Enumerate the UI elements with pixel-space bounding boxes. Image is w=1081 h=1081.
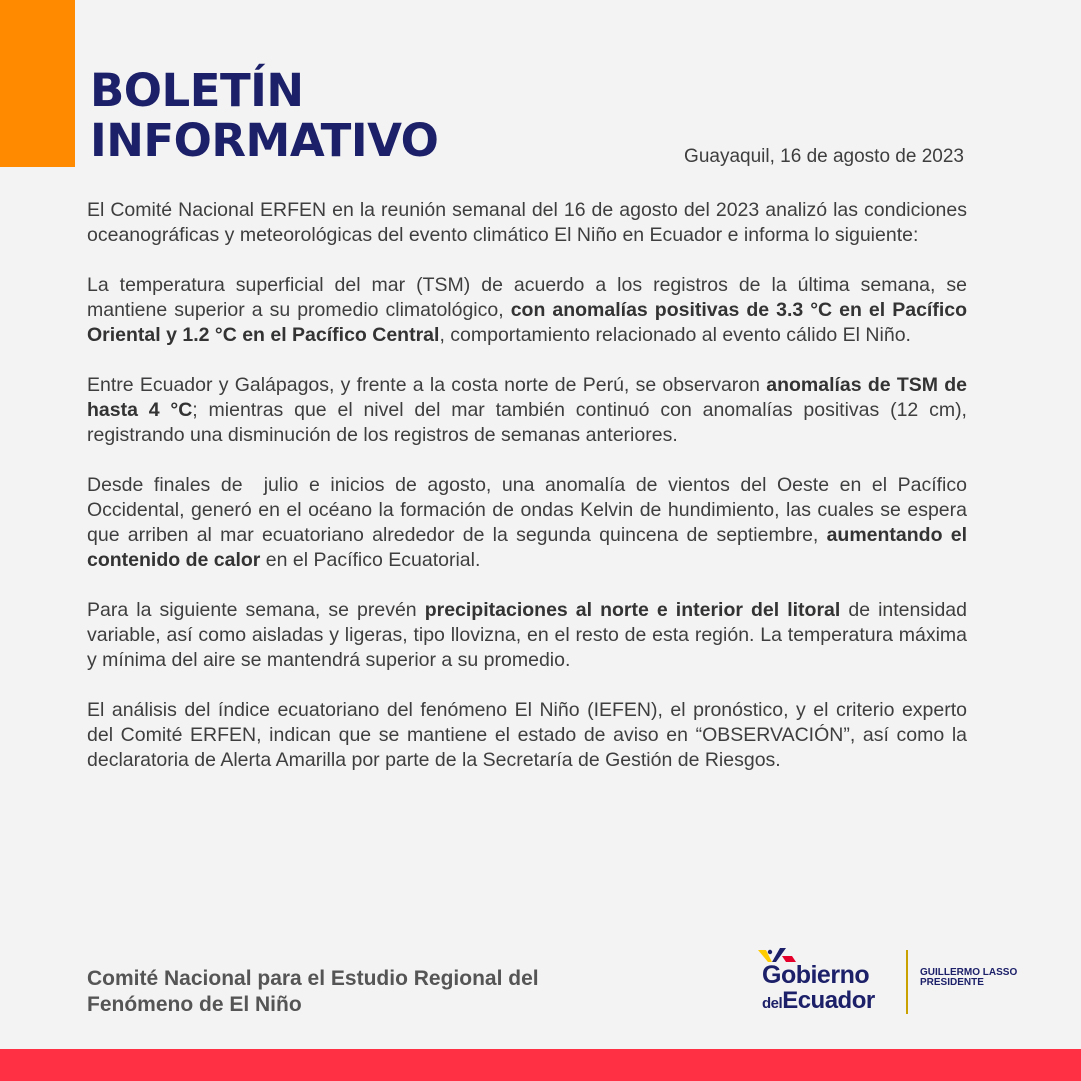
- highlight-text: aumentando el contenido de calor: [87, 524, 968, 571]
- paragraph-5: Para la siguiente semana, se prevén precipitaciones al norte e interior del litoral de intensidad variable, así como aisladas y ligeras, tipo llovizna, en el resto de esta región. La temperatura máxima y mínima del aire se mantendrá superior a su promedio.: [87, 599, 967, 671]
- paragraph-6: El análisis del índice ecuatoriano del fenómeno El Niño (IEFEN), el pronóstico, y el criterio experto del Comité ERFEN, indican que se mantiene el estado de aviso en “OBSERVACIÓN”, así como la declaratoria de Alerta Amarilla por parte de la Secretaría de Gestión de Riesgos.: [87, 699, 967, 771]
- highlight-text: con anomalías positivas de 3.3 °C en el Pacífico Oriental y 1.2 °C en el Pacífico Central: [87, 299, 967, 346]
- paragraph-3: Entre Ecuador y Galápagos, y frente a la costa norte de Perú, se observaron anomalías de TSM de hasta 4 °C; mientras que el nivel del mar también continuó con anomalías positivas (12 cm), registrando una disminución de los registros de semanas anteriores.: [87, 374, 967, 446]
- logo-subtitle: GUILLERMO LASSO PRESIDENTE: [920, 967, 1018, 988]
- bulletin-title: [90, 66, 438, 166]
- logo-wordmark: Gobierno delEcuador: [762, 961, 875, 1014]
- orange-accent-block: [0, 0, 75, 167]
- highlight-text: precipitaciones al norte e interior del litoral: [424, 599, 841, 621]
- logo-divider: [906, 950, 908, 1014]
- paragraph-4: Desde finales de julio e inicios de agosto, una anomalía de vientos del Oeste en el Pacífico Occidental, generó en el océano la formación de ondas Kelvin de hundimiento, las cuales se espera que arriben al mar ecuatoriano alrededor de la segunda quincena de septiembre, aumentando el contenido de calor en el Pacífico Ecuatorial.: [87, 474, 973, 571]
- title-line-1: BOLETÍN: [90, 64, 304, 117]
- bulletin-body: [87, 198, 973, 798]
- org-line-1: Comité Nacional para el Estudio Regional del: [87, 967, 539, 990]
- title-line-2: INFORMATIVO: [90, 114, 439, 167]
- gobierno-ecuador-logo: [758, 948, 1048, 1018]
- org-line-2: Fenómeno de El Niño: [87, 993, 302, 1016]
- paragraph-2: La temperatura superficial del mar (TSM) de acuerdo a los registros de la última semana, se mantiene superior a su promedio climatológico, con anomalías positivas de 3.3 °C en el Pacífico Oriental y 1.2 °C en el Pacífico Central, comportamiento relacionado al evento cálido El Niño.: [87, 274, 967, 346]
- red-footer-bar: [0, 1049, 1081, 1081]
- paragraph-1: El Comité Nacional ERFEN en la reunión semanal del 16 de agosto del 2023 analizó las condiciones oceanográficas y meteorológicas del evento climático El Niño en Ecuador e informa lo siguiente:: [87, 199, 967, 246]
- organization-name: [87, 966, 539, 1018]
- bulletin-date: Guayaquil, 16 de agosto de 2023: [684, 146, 964, 167]
- highlight-text: anomalías de TSM de hasta 4 °C: [87, 374, 967, 421]
